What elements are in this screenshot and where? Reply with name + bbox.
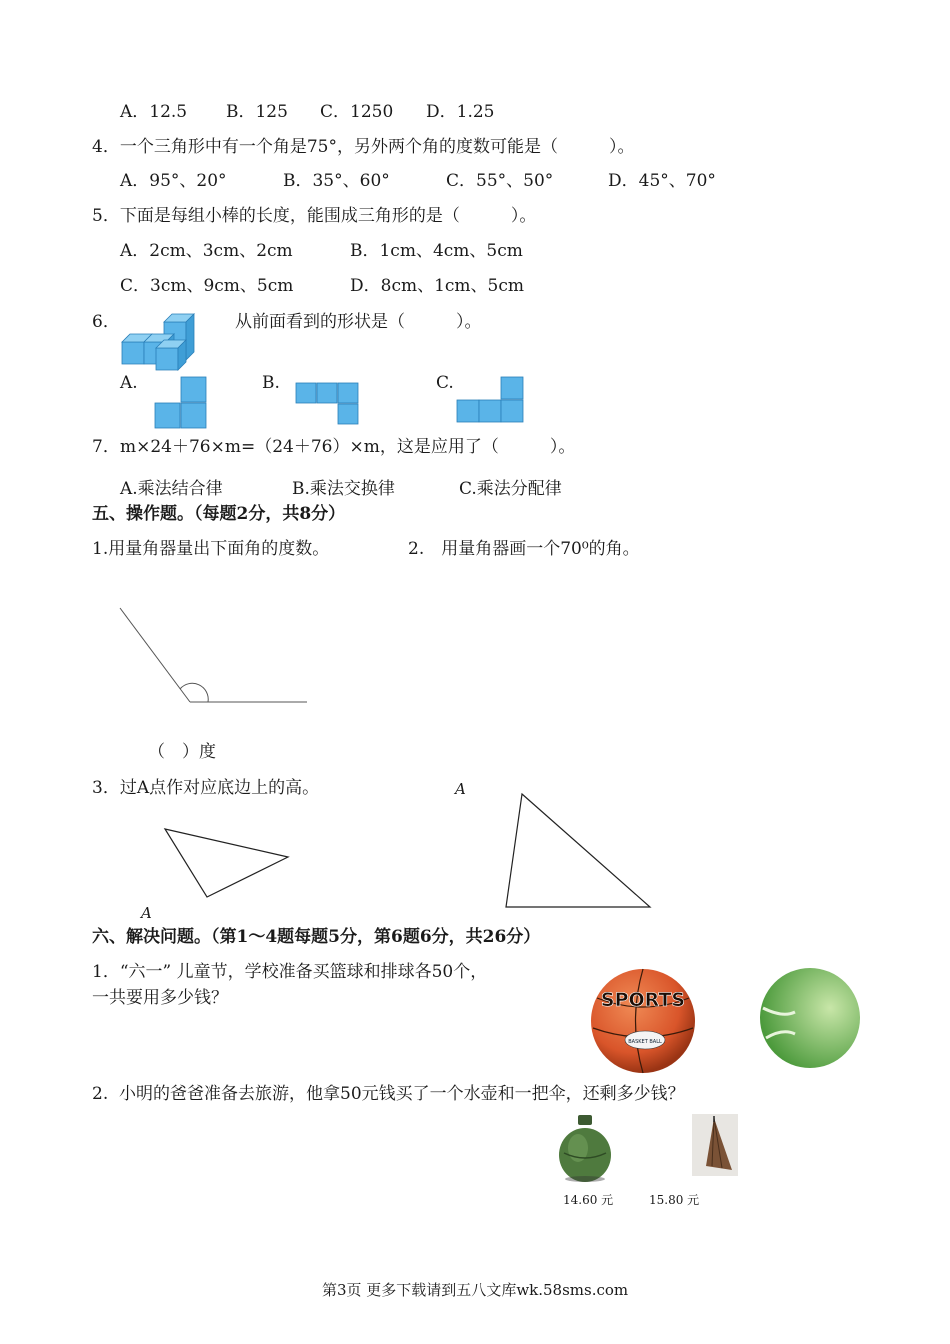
angle-figure [115, 605, 310, 707]
volleyball-image [758, 968, 795, 1068]
q3-option-c: C．1250 [320, 102, 394, 122]
section6-q1-line2: 一共要用多少钱？ [92, 988, 228, 1008]
q6-option-c-figure [457, 377, 524, 423]
kettle-price: 14.60 元 [563, 1193, 614, 1207]
q5-stem: 5．下面是每组小棒的长度，能围成三角形的是（ ）。 [92, 206, 537, 226]
q7-formula: m×24＋76×m=（24＋76）×m，这是应用了（ ）。 [120, 437, 576, 457]
section5-heading: 五、操作题。（每题2分，共8分） [92, 504, 346, 524]
q6-option-b-label: B. [262, 373, 280, 393]
q5-option-a: A．2cm、3cm、2cm [120, 241, 293, 261]
q6-option-a-figure [155, 377, 207, 429]
page-footer: 第3页 更多下载请到五八文库wk.58sms.com [322, 1281, 629, 1299]
q6-option-c-label: C. [436, 373, 454, 393]
section6-heading: 六、解决问题。（第1～4题每题5分，第6题6分，共26分） [92, 927, 541, 947]
q7-option-b: B.乘法交换律 [292, 479, 395, 499]
umbrella-price: 15.80 元 [649, 1193, 700, 1207]
q4-option-b: B．35°、60° [283, 171, 390, 191]
q6-option-b-figure [296, 383, 358, 425]
q7-number: 7． [92, 437, 120, 457]
q6-cube-figure [120, 312, 202, 370]
q3-option-b: B．125 [226, 102, 288, 122]
section5-q1: 1.用量角器量出下面角的度数。 [92, 539, 330, 559]
section6-q1-line1: 1．“六一” 儿童节，学校准备买篮球和排球各50个， [92, 962, 488, 982]
q6-option-a-label: A. [120, 373, 138, 393]
q4-option-c: C．55°、50° [446, 171, 554, 191]
q4-option-a: A．95°、20° [120, 171, 227, 191]
section5-q3: 3．过A点作对应底边上的高。 [92, 778, 320, 798]
q6-stem: 从前面看到的形状是（ ）。 [235, 312, 482, 332]
umbrella-image [692, 1114, 738, 1176]
q5-option-b: B．1cm、4cm、5cm [350, 241, 523, 261]
section6-q2: 2. 小明的爸爸准备去旅游，他拿50元钱买了一个水壶和一把伞，还剩多少钱？ [92, 1084, 685, 1104]
basketball-badge-text: BASKET BALL [628, 1039, 662, 1045]
q6-number: 6． [92, 312, 120, 332]
triangle1-vertex-a: A [141, 904, 152, 922]
q7-option-c: C.乘法分配律 [459, 479, 562, 499]
triangle2-vertex-a: A [455, 780, 466, 798]
kettle-image [556, 1113, 614, 1183]
triangle-1 [160, 825, 292, 901]
basketball-sports-text: SPORTS [600, 989, 686, 1011]
q3-option-d: D．1.25 [426, 102, 495, 122]
triangle-2 [502, 790, 654, 912]
q4-stem: 4．一个三角形中有一个角是75°，另外两个角的度数可能是（ ）。 [92, 137, 635, 157]
q5-option-c: C．3cm、9cm、5cm [120, 276, 294, 296]
degree-answer-blank: （ ）度 [148, 742, 216, 762]
basketball-image [583, 968, 703, 1074]
q5-option-d: D．8cm、1cm、5cm [350, 276, 525, 296]
q3-option-a: A．12.5 [120, 102, 188, 122]
section5-q2: 2. 用量角器画一个70⁰的角。 [408, 539, 640, 559]
q7-option-a: A.乘法结合律 [120, 479, 223, 499]
q4-option-d: D．45°、70° [608, 171, 716, 191]
